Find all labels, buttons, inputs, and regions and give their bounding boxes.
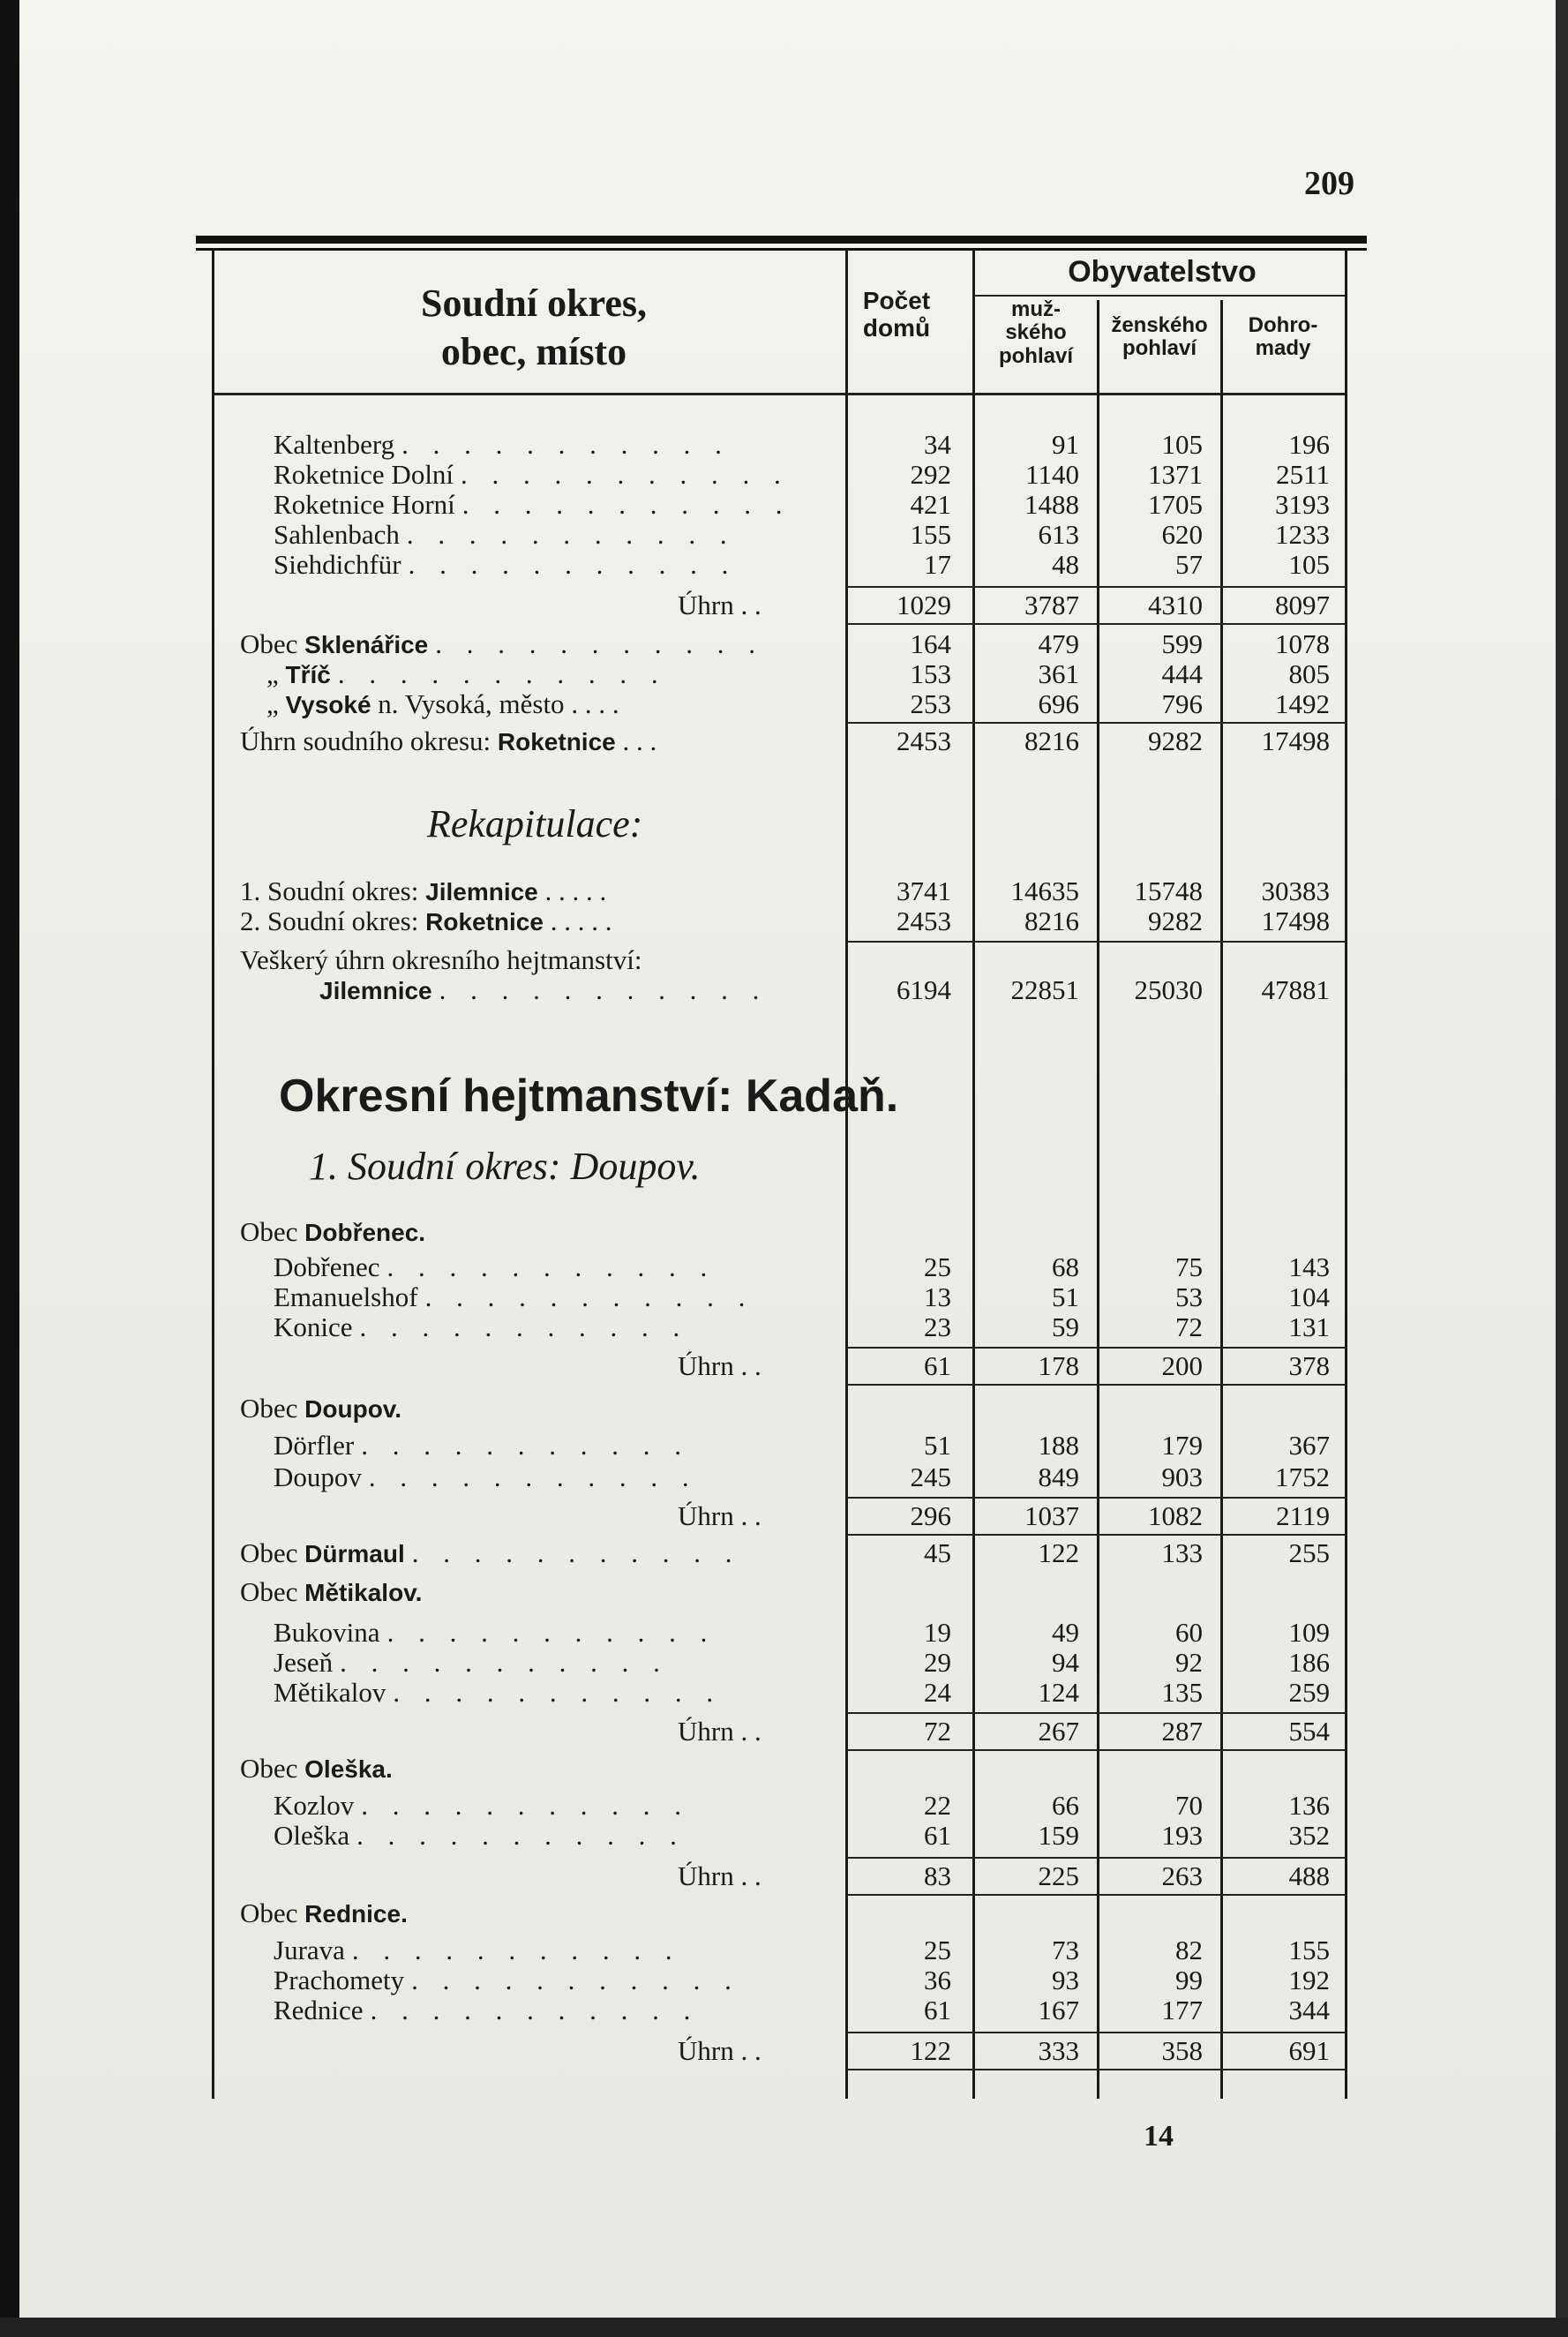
cell-female: 15748 <box>1134 875 1203 906</box>
leader-dots: . . . . . . . . . . . <box>435 628 765 659</box>
cell-female: 796 <box>1161 688 1203 719</box>
cell-total: 155 <box>1288 1935 1330 1965</box>
obec-heading <box>240 1897 408 1929</box>
cell-male: 167 <box>1038 1995 1079 2025</box>
cell-male: 1037 <box>1024 1500 1079 1531</box>
sum-rule <box>847 1534 1347 1536</box>
cell-houses: 245 <box>910 1462 951 1492</box>
header-population: Obyvatelstvo <box>1068 255 1257 289</box>
sum-rule <box>847 1347 1347 1349</box>
sum-label: Úhrn <box>678 1716 734 1747</box>
row-label: Konice <box>274 1311 353 1342</box>
row-label: Roketnice Dolní <box>274 459 454 490</box>
cell-houses: 61 <box>924 1820 951 1851</box>
row-label: Kozlov <box>274 1790 355 1821</box>
sum-label: Úhrn <box>678 1350 734 1381</box>
sum-rule <box>847 1857 1347 1859</box>
sum-label: Úhrn <box>678 1860 734 1891</box>
cell-houses: 25 <box>924 1251 951 1282</box>
leader-dots: . . . . . . . . . . . <box>368 1462 698 1492</box>
cell-female: 1082 <box>1148 1500 1203 1531</box>
obec-name: Oleška. <box>304 1755 393 1783</box>
header-name-line: Soudní okres, <box>421 282 647 325</box>
leader-dots: . . . . . . . . . . . <box>439 974 769 1005</box>
leader-dots: . . . . . . . . . . . <box>461 489 792 520</box>
sum-rule <box>847 623 1347 625</box>
obec-name: Dürmaul <box>304 1540 405 1567</box>
page-number: 209 <box>1304 165 1354 202</box>
row-label: Bukovina <box>274 1617 380 1648</box>
cell-male: 159 <box>1038 1820 1079 1851</box>
cell-total: 352 <box>1288 1820 1330 1851</box>
cell-female: 903 <box>1161 1462 1203 1492</box>
cell-houses: 164 <box>910 628 951 659</box>
leader-dots: . . . . . . . . . . . <box>401 429 731 460</box>
row-label: Kaltenberg <box>274 429 395 460</box>
header-total-line: mady <box>1255 336 1311 361</box>
cell-male: 124 <box>1038 1677 1079 1708</box>
grand-name: Jilemnice <box>319 977 432 1004</box>
cell-female: 1705 <box>1148 489 1203 520</box>
cell-houses: 153 <box>910 658 951 689</box>
cell-male: 1488 <box>1024 489 1079 520</box>
cell-male: 8216 <box>1024 725 1079 756</box>
cell-total: 1752 <box>1275 1462 1330 1492</box>
obec-heading <box>240 1576 422 1608</box>
sum-rule <box>847 1894 1347 1896</box>
cell-male: 48 <box>1052 549 1079 580</box>
cell-male: 66 <box>1052 1790 1079 1821</box>
cell-total: 143 <box>1288 1251 1330 1282</box>
row-label: Tříč <box>285 661 331 688</box>
cell-total: 186 <box>1288 1647 1330 1678</box>
header-male-line: ského <box>1005 320 1067 345</box>
cell-female: 179 <box>1161 1430 1203 1461</box>
obec-heading <box>240 1216 425 1248</box>
cell-female: 9282 <box>1148 905 1203 936</box>
sum-label: Úhrn <box>678 2035 734 2066</box>
cell-total: 1078 <box>1275 628 1330 659</box>
header-houses <box>852 288 941 342</box>
cell-female: 1371 <box>1148 459 1203 490</box>
cell-total: 30383 <box>1261 875 1330 906</box>
cell-houses: 25 <box>924 1935 951 1965</box>
cell-female: 99 <box>1175 1965 1203 1995</box>
cell-houses: 61 <box>924 1350 951 1381</box>
row-label: Roketnice Horní <box>274 489 455 520</box>
cell-houses: 421 <box>910 489 951 520</box>
cell-male: 267 <box>1038 1716 1079 1747</box>
header-male-line: pohlaví <box>998 343 1073 368</box>
cell-houses: 51 <box>924 1430 951 1461</box>
cell-male: 51 <box>1052 1281 1079 1312</box>
recap-name: Jilemnice <box>425 878 538 905</box>
cell-male: 73 <box>1052 1935 1079 1965</box>
leader-dots: . . . . . . . . . . . <box>361 1430 690 1461</box>
cell-total: 136 <box>1288 1790 1330 1821</box>
cell-total: 131 <box>1288 1311 1330 1342</box>
cell-male: 22851 <box>1010 974 1079 1005</box>
leader-dots: . . . . . . . . . . . <box>411 1537 741 1568</box>
cell-female: 444 <box>1161 658 1203 689</box>
cell-female: 60 <box>1175 1617 1203 1648</box>
cell-male: 479 <box>1038 628 1079 659</box>
cell-houses: 296 <box>910 1500 951 1531</box>
row-prefix: „ <box>266 658 279 689</box>
cell-total: 47881 <box>1261 974 1330 1005</box>
table-top-rule <box>196 236 1367 244</box>
scan-bottom-edge <box>0 2318 1568 2337</box>
leader-dots: . . . . . . . . . . . <box>406 519 736 550</box>
cell-male: 696 <box>1038 688 1079 719</box>
cell-female: 82 <box>1175 1935 1203 1965</box>
cell-houses: 83 <box>924 1860 951 1891</box>
cell-male: 8216 <box>1024 905 1079 936</box>
cell-houses: 22 <box>924 1790 951 1821</box>
leader-dots: . . . . . . . . . . . <box>361 1790 691 1821</box>
obec-heading <box>240 1393 401 1424</box>
cell-houses: 23 <box>924 1311 951 1342</box>
cell-total: 259 <box>1288 1677 1330 1708</box>
cell-total: 488 <box>1288 1860 1330 1891</box>
header-female <box>1099 314 1219 361</box>
cell-total: 378 <box>1288 1350 1330 1381</box>
cell-male: 91 <box>1052 429 1079 460</box>
cell-houses: 253 <box>910 688 951 719</box>
leader-dots: . . . . . . . . . . . <box>424 1281 754 1312</box>
obec-word: Obec <box>240 1537 298 1568</box>
cell-female: 4310 <box>1148 590 1203 620</box>
cell-female: 263 <box>1161 1860 1203 1891</box>
cell-total: 2119 <box>1276 1500 1330 1531</box>
obec-word: Obec <box>240 1216 298 1247</box>
cell-female: 599 <box>1161 628 1203 659</box>
obec-word: Obec <box>240 1393 298 1424</box>
row-label: Jeseň <box>274 1647 334 1678</box>
header-female-line: pohlaví <box>1122 336 1197 361</box>
recap-number: 1. <box>240 875 261 906</box>
cell-female: 92 <box>1175 1647 1203 1678</box>
leader-dots: . . . . . . . . . . . <box>337 658 667 689</box>
leader-dots: . . . . . . . . . . . <box>386 1251 716 1282</box>
cell-houses: 61 <box>924 1995 951 2025</box>
cell-houses: 17 <box>924 549 951 580</box>
row-prefix: „ <box>266 688 279 719</box>
header-name <box>225 279 843 376</box>
cell-female: 177 <box>1161 1995 1203 2025</box>
cell-houses: 13 <box>924 1281 951 1312</box>
cell-male: 225 <box>1038 1860 1079 1891</box>
recap-number: 2. <box>240 905 261 936</box>
cell-male: 361 <box>1038 658 1079 689</box>
cell-total: 104 <box>1288 1281 1330 1312</box>
cell-female: 200 <box>1161 1350 1203 1381</box>
row-label: Jurava <box>274 1935 345 1965</box>
sum-rule <box>847 1712 1347 1714</box>
header-male-line: muž- <box>1011 297 1061 321</box>
total-name: Roketnice <box>497 728 616 755</box>
recap-name: Roketnice <box>425 908 544 936</box>
column-divider <box>972 251 975 2099</box>
row-label: Siehdichfür <box>274 549 401 580</box>
district-title: Okresní hejtmanství: Kadaň. <box>279 1071 899 1122</box>
header-houses-line: domů <box>862 313 931 342</box>
row-label: Doupov <box>274 1462 362 1492</box>
sum-rule <box>847 1749 1347 1751</box>
cell-female: 53 <box>1175 1281 1203 1312</box>
row-label: Vysoké <box>285 691 371 718</box>
header-female-line: ženského <box>1111 313 1208 337</box>
cell-male: 188 <box>1038 1430 1079 1461</box>
cell-female: 70 <box>1175 1790 1203 1821</box>
cell-female: 133 <box>1161 1537 1203 1568</box>
cell-houses: 72 <box>924 1716 951 1747</box>
header-total-line: Dohro- <box>1248 313 1318 337</box>
cell-houses: 1029 <box>897 590 951 620</box>
row-label: Rednice <box>274 1995 364 2025</box>
header-divider <box>974 295 1345 297</box>
column-divider <box>1220 300 1223 2099</box>
cell-female: 9282 <box>1148 725 1203 756</box>
leader-dots: . . . . . . . . . . . <box>351 1935 681 1965</box>
cell-houses: 122 <box>910 2035 951 2066</box>
cell-total: 17498 <box>1261 905 1330 936</box>
cell-male: 613 <box>1038 519 1079 550</box>
obec-name: Rednice. <box>304 1900 408 1927</box>
cell-male: 178 <box>1038 1350 1079 1381</box>
sum-rule <box>847 2069 1347 2070</box>
obec-heading <box>240 1753 393 1785</box>
obec-word: Obec <box>240 1897 298 1928</box>
cell-houses: 155 <box>910 519 951 550</box>
cell-total: 554 <box>1288 1716 1330 1747</box>
cell-houses: 34 <box>924 429 951 460</box>
recap-label: Soudní okres: <box>267 875 419 906</box>
cell-total: 1233 <box>1275 519 1330 550</box>
cell-female: 25030 <box>1134 974 1203 1005</box>
row-label: Dobřenec <box>274 1251 380 1282</box>
cell-male: 94 <box>1052 1647 1079 1678</box>
leader-dots: . . . . . . . . . . . <box>408 549 738 580</box>
cell-male: 849 <box>1038 1462 1079 1492</box>
cell-male: 93 <box>1052 1965 1079 1995</box>
sum-rule <box>847 722 1347 724</box>
cell-houses: 3741 <box>897 875 951 906</box>
cell-total: 805 <box>1288 658 1330 689</box>
cell-houses: 2453 <box>897 725 951 756</box>
leader-dots: . . . . . . . . . . . <box>461 459 790 490</box>
leader-dots: . . . . . . . . . . . <box>370 1995 700 2025</box>
cell-male: 122 <box>1038 1537 1079 1568</box>
cell-houses: 24 <box>924 1677 951 1708</box>
sum-label: Úhrn <box>678 1500 734 1531</box>
sheet-signature-mark: 14 <box>1144 2120 1174 2153</box>
cell-female: 105 <box>1161 429 1203 460</box>
cell-female: 193 <box>1161 1820 1203 1851</box>
cell-total: 367 <box>1288 1430 1330 1461</box>
sum-rule <box>847 2032 1347 2033</box>
header-houses-line: Počet <box>862 287 931 314</box>
cell-total: 8097 <box>1275 590 1330 620</box>
cell-total: 17498 <box>1261 725 1330 756</box>
obec-word: Obec <box>240 1753 298 1784</box>
cell-female: 135 <box>1161 1677 1203 1708</box>
row-label: Sklenářice <box>304 631 429 658</box>
sum-rule <box>847 1384 1347 1386</box>
scan-left-edge <box>0 0 19 2337</box>
cell-total: 3193 <box>1275 489 1330 520</box>
cell-female: 75 <box>1175 1251 1203 1282</box>
header-total <box>1223 314 1343 361</box>
leader-dots: . . . . . . . . . . . <box>340 1647 669 1678</box>
cell-total: 105 <box>1288 549 1330 580</box>
cell-male: 3787 <box>1024 590 1079 620</box>
cell-total: 1492 <box>1275 688 1330 719</box>
subdistrict-title: 1. Soudní okres: Doupov. <box>309 1145 701 1188</box>
column-divider <box>1097 300 1099 2099</box>
leader-dots: . . . . . . . . . . . <box>393 1677 723 1708</box>
row-label: Oleška <box>274 1820 350 1851</box>
cell-houses: 292 <box>910 459 951 490</box>
cell-male: 68 <box>1052 1251 1079 1282</box>
leader-dots: . . . . . . . . . . . <box>411 1965 740 1995</box>
table-right-border <box>1345 251 1347 2099</box>
obec-name: Mětikalov. <box>304 1579 423 1606</box>
table-top-rule-thin <box>196 248 1367 251</box>
row-label: Dörfler <box>274 1430 355 1461</box>
grand-label: Veškerý úhrn okresního hejtmanství: <box>240 944 642 975</box>
cell-male: 14635 <box>1010 875 1079 906</box>
cell-total: 2511 <box>1276 459 1330 490</box>
cell-female: 620 <box>1161 519 1203 550</box>
column-divider <box>845 251 848 2099</box>
row-label-suffix: n. Vysoká, město <box>378 688 565 719</box>
cell-female: 287 <box>1161 1716 1203 1747</box>
leader-dots: . . . . . . . . . . . <box>359 1311 689 1342</box>
cell-female: 72 <box>1175 1311 1203 1342</box>
cell-female: 57 <box>1175 549 1203 580</box>
leader-dots: . . . . . . . . . . . <box>386 1617 716 1648</box>
table-left-border <box>212 251 214 2099</box>
scan-right-edge <box>1556 0 1568 2337</box>
row-prefix: Obec <box>240 628 298 659</box>
cell-female: 358 <box>1161 2035 1203 2066</box>
obec-word: Obec <box>240 1576 298 1607</box>
header-bottom-rule <box>214 393 1346 395</box>
recap-label: Soudní okres: <box>267 905 419 936</box>
row-label: Prachomety <box>274 1965 405 1995</box>
cell-total: 196 <box>1288 429 1330 460</box>
obec-name: Dobřenec. <box>304 1219 426 1246</box>
leader-dots: . . . . . . . . . . . <box>356 1820 686 1851</box>
cell-male: 333 <box>1038 2035 1079 2066</box>
cell-houses: 36 <box>924 1965 951 1995</box>
sum-rule <box>847 941 1347 943</box>
cell-total: 344 <box>1288 1995 1330 2025</box>
sum-rule <box>847 1497 1347 1499</box>
header-name-line: obec, místo <box>440 330 627 373</box>
cell-total: 192 <box>1288 1965 1330 1995</box>
sum-rule <box>847 586 1347 588</box>
cell-houses: 45 <box>924 1537 951 1568</box>
recap-title: Rekapitulace: <box>427 802 643 845</box>
cell-male: 1140 <box>1025 459 1079 490</box>
cell-male: 49 <box>1052 1617 1079 1648</box>
row-label: Sahlenbach <box>274 519 400 550</box>
obec-name: Doupov. <box>304 1395 402 1423</box>
cell-total: 109 <box>1288 1617 1330 1648</box>
total-label: Úhrn soudního okresu: <box>240 725 491 756</box>
row-label: Emanuelshof <box>274 1281 418 1312</box>
cell-houses: 6194 <box>897 974 951 1005</box>
sum-label: Úhrn <box>678 590 734 620</box>
cell-houses: 2453 <box>897 905 951 936</box>
cell-houses: 19 <box>924 1617 951 1648</box>
cell-total: 255 <box>1288 1537 1330 1568</box>
cell-houses: 29 <box>924 1647 951 1678</box>
header-male <box>976 298 1096 368</box>
row-label: Mětikalov <box>274 1677 386 1708</box>
cell-total: 691 <box>1288 2035 1330 2066</box>
cell-male: 59 <box>1052 1311 1079 1342</box>
